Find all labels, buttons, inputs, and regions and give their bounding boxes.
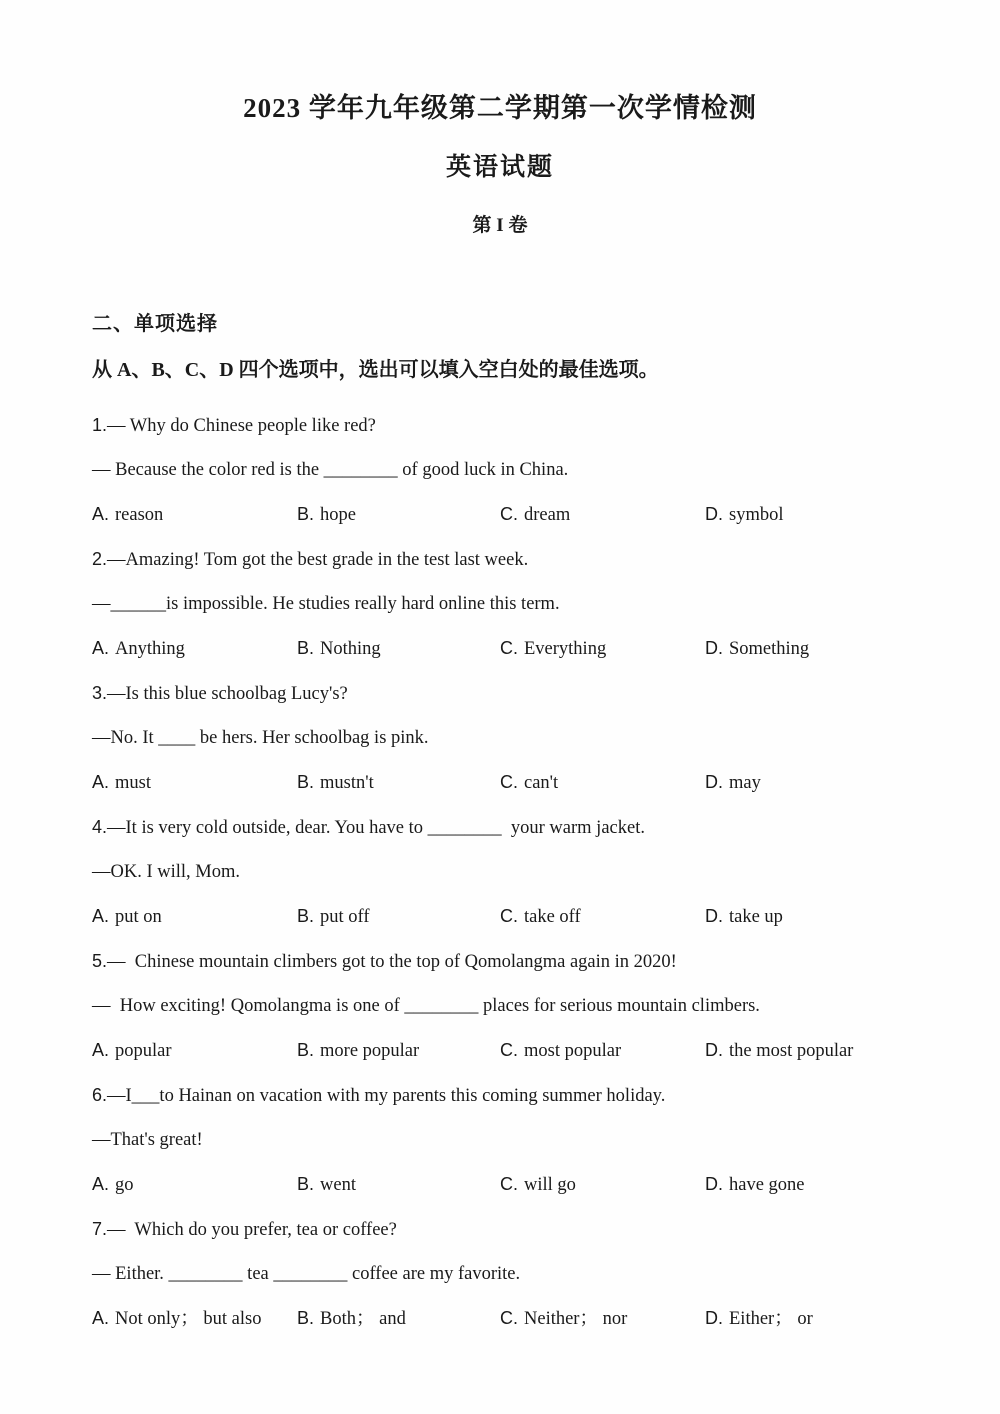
question-stem-line1 (92, 939, 930, 984)
question-5 (92, 939, 930, 1073)
question-stem-line2: —OK. I will, Mom. (92, 862, 240, 882)
question-stem-line2: — How exciting! Qomolangma is one of ________ places for serious mountain climbers. (92, 996, 760, 1016)
option-label: C. (500, 906, 518, 926)
question-stem-text: — Chinese mountain climbers got to the top of Qomolangma again in 2020! (107, 952, 677, 972)
option-label: D. (705, 504, 723, 524)
question-stem-line2: —No. It ____ be hers. Her schoolbag is pink. (92, 728, 429, 748)
option-label: B. (297, 638, 315, 658)
option-label: D. (705, 772, 723, 792)
question-stem-line1 (92, 805, 930, 850)
question-stem-line2: — Either. ________ tea ________ coffee are my favorite. (92, 1264, 521, 1284)
section-instruction: 从 A、B、C、D 四个选项中，选出可以填入空白处的最佳选项。 (92, 359, 659, 381)
option-c (500, 1296, 705, 1341)
options-row (92, 1162, 930, 1207)
option-label: C. (500, 504, 518, 524)
option-label: A. (92, 1308, 110, 1328)
paper-title: 2023 学年九年级第二学期第一次学情检测 (243, 93, 757, 123)
option-label: B. (297, 1308, 315, 1328)
option-label: B. (297, 504, 315, 524)
question-number: 3. (92, 683, 108, 703)
option-label: A. (92, 1040, 110, 1060)
option-label: C. (500, 1040, 518, 1060)
option-text: more popular (320, 1041, 420, 1061)
option-d (705, 492, 930, 537)
option-text: Both； and (320, 1309, 406, 1329)
option-text: symbol (729, 505, 784, 525)
option-label: A. (92, 504, 110, 524)
option-b (297, 626, 500, 671)
option-c (500, 760, 705, 805)
options-row (92, 492, 930, 537)
options-row (92, 1296, 930, 1341)
option-b (297, 894, 500, 939)
question-2 (92, 537, 930, 671)
question-stem-line1 (92, 537, 930, 582)
option-text: Either； or (729, 1309, 813, 1329)
question-7 (92, 1207, 930, 1341)
option-text: will go (524, 1175, 576, 1195)
option-a (92, 1296, 297, 1341)
question-stem-line1 (92, 1207, 930, 1252)
question-stem-text: —It is very cold outside, dear. You have to ________ your warm jacket. (107, 818, 645, 838)
option-text: Neither； nor (524, 1309, 628, 1329)
option-label: C. (500, 638, 518, 658)
option-a (92, 760, 297, 805)
option-label: A. (92, 906, 110, 926)
option-text: Nothing (320, 639, 381, 659)
option-a (92, 1028, 297, 1073)
option-text: popular (115, 1041, 172, 1061)
option-text: go (115, 1175, 134, 1195)
option-text: most popular (524, 1041, 622, 1061)
option-label: D. (705, 1174, 723, 1194)
question-stem-line2: — Because the color red is the ________ of good luck in China. (92, 460, 569, 480)
question-3 (92, 671, 930, 805)
option-text: reason (115, 505, 164, 525)
option-d (705, 760, 930, 805)
option-c (500, 894, 705, 939)
option-label: C. (500, 1174, 518, 1194)
question-number: 6. (92, 1085, 108, 1105)
option-a (92, 626, 297, 671)
question-number: 2. (92, 549, 108, 569)
option-a (92, 492, 297, 537)
option-c (500, 492, 705, 537)
question-stem-text: — Why do Chinese people like red? (107, 416, 376, 436)
option-text: Everything (524, 639, 607, 659)
option-label: B. (297, 1174, 315, 1194)
option-c (500, 1162, 705, 1207)
paper-subtitle: 英语试题 (445, 154, 554, 181)
option-a (92, 894, 297, 939)
option-b (297, 1296, 500, 1341)
section-heading: 二、单项选择 (92, 313, 218, 335)
option-label: D. (705, 1308, 723, 1328)
option-label: A. (92, 1174, 110, 1194)
question-number: 4. (92, 817, 108, 837)
question-6 (92, 1073, 930, 1207)
question-stem-line1 (92, 1073, 930, 1118)
question-stem-line2: —That's great! (92, 1130, 203, 1150)
question-number: 1. (92, 415, 108, 435)
option-label: D. (705, 638, 723, 658)
option-c (500, 626, 705, 671)
question-stem-line1 (92, 671, 930, 716)
question-stem-line1 (92, 403, 930, 448)
option-b (297, 492, 500, 537)
options-row (92, 626, 930, 671)
option-label: C. (500, 1308, 518, 1328)
option-text: Something (729, 639, 810, 659)
question-list (92, 403, 930, 1341)
option-text: may (729, 773, 761, 793)
option-text: dream (524, 505, 571, 525)
option-b (297, 1028, 500, 1073)
question-number: 7. (92, 1219, 108, 1239)
option-text: take up (729, 907, 783, 927)
option-label: A. (92, 772, 110, 792)
option-text: went (320, 1175, 356, 1195)
option-c (500, 1028, 705, 1073)
option-label: D. (705, 906, 723, 926)
option-d (705, 894, 930, 939)
question-stem-text: —I___to Hainan on vacation with my parents this coming summer holiday. (107, 1086, 666, 1106)
option-text: hope (320, 505, 356, 525)
options-row (92, 894, 930, 939)
option-text: must (115, 773, 151, 793)
question-4 (92, 805, 930, 939)
options-row (92, 760, 930, 805)
part-label: 第 I 卷 (472, 215, 528, 236)
option-text: put off (320, 907, 370, 927)
option-text: put on (115, 907, 162, 927)
question-1 (92, 403, 930, 537)
option-d (705, 1162, 930, 1207)
options-row (92, 1028, 930, 1073)
option-d (705, 626, 930, 671)
option-b (297, 760, 500, 805)
option-label: B. (297, 1040, 315, 1060)
option-d (705, 1296, 930, 1341)
question-stem-text: — Which do you prefer, tea or coffee? (107, 1220, 397, 1240)
option-text: Anything (115, 639, 185, 659)
option-a (92, 1162, 297, 1207)
question-stem-text: —Is this blue schoolbag Lucy's? (107, 684, 348, 704)
option-label: D. (705, 1040, 723, 1060)
option-text: Not only； but also (115, 1309, 262, 1329)
option-text: have gone (729, 1175, 805, 1195)
question-stem-text: —Amazing! Tom got the best grade in the test last week. (107, 550, 529, 570)
option-text: take off (524, 907, 581, 927)
option-d (705, 1028, 930, 1073)
paper-body (92, 307, 930, 1341)
option-text: the most popular (729, 1041, 854, 1061)
question-stem-line2: —______is impossible. He studies really hard online this term. (92, 594, 560, 614)
option-text: can't (524, 773, 559, 793)
option-label: B. (297, 772, 315, 792)
option-text: mustn't (320, 773, 374, 793)
option-b (297, 1162, 500, 1207)
option-label: C. (500, 772, 518, 792)
option-label: A. (92, 638, 110, 658)
paper-header (0, 0, 1000, 237)
question-number: 5. (92, 951, 108, 971)
option-label: B. (297, 906, 315, 926)
